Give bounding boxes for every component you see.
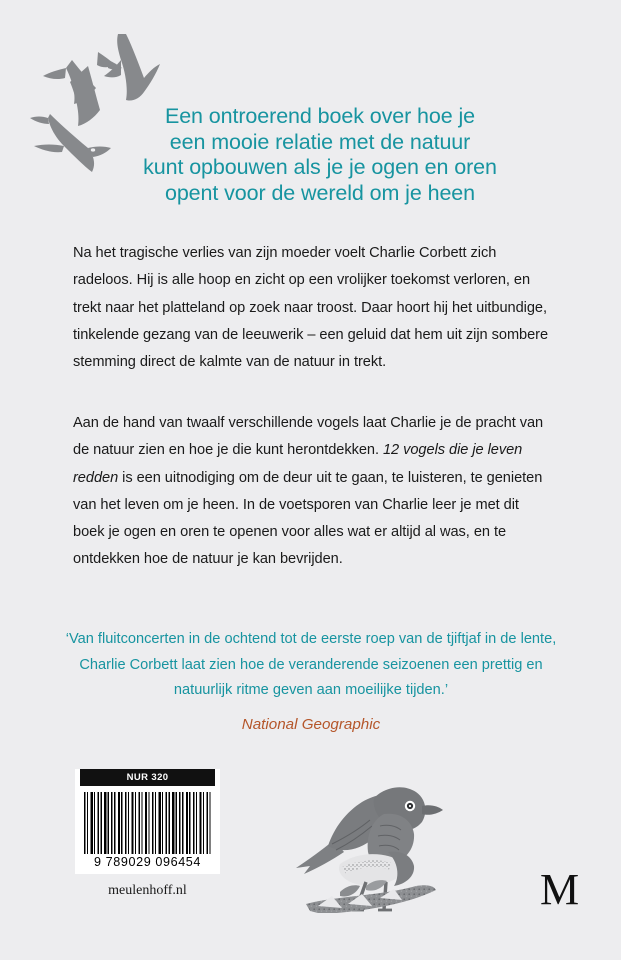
review-quote-block bbox=[63, 627, 559, 737]
review-quote-text: ‘Van fluitconcerten in de ochtend tot de eerste roep van de tjiftjaf in de lente, Charlie Corbett laat zien hoe de veranderende seizoenen een prettig en natuurlijk ritme geven aan moeilijke tijden.’ bbox=[65, 631, 557, 698]
headline-line-3: kunt opbouwen als je je ogen en oren bbox=[143, 155, 497, 179]
blurb-paragraph-2 bbox=[73, 410, 551, 574]
headline-line-2: een mooie relatie met de natuur bbox=[169, 129, 471, 154]
book-title: 12 vogels die je leven redden bbox=[73, 442, 523, 486]
headline bbox=[100, 104, 540, 206]
isbn-digits: 9 789029 096454 bbox=[93, 855, 202, 869]
barcode-block bbox=[75, 765, 220, 899]
review-quote-source: National Geographic bbox=[241, 715, 381, 733]
blurb-text-after-title: is een uitnodiging om de deur uit te gaan, te luisteren, te genieten van het leven om je heen. In de voetsporen van Charlie leer je met dit boek je ogen en oren te openen voor alles wat er altijd al was, en te ontdekken hoe de natuur je kan bevrijden. bbox=[73, 469, 543, 568]
publisher-logo-m: M bbox=[540, 865, 580, 914]
blurb-paragraph-1 bbox=[73, 240, 551, 376]
publisher-website: meulenhoff.nl bbox=[108, 883, 187, 898]
barcode-bars bbox=[84, 792, 211, 854]
headline-line-1: Een ontroerend boek over hoe je bbox=[164, 104, 476, 128]
headline-line-4: opent voor de wereld om je heen bbox=[164, 180, 476, 205]
nur-label: NUR 320 bbox=[80, 769, 215, 786]
barcode-card bbox=[75, 769, 220, 874]
robin-illustration bbox=[288, 768, 448, 913]
blurb-paragraph-2-text bbox=[73, 410, 551, 574]
blurb-paragraph-1-text: Na het tragische verlies van zijn moeder voelt Charlie Corbett zich radeloos. Hij is alle hoop en zicht op een vrolijker toekomst verloren, en trekt naar het platteland op zoek naar troost. Daar hoort hij het uitbundige, tinkelende gezang van de leeuwerik – een geluid dat hem uit zijn sombere stemming direct de kalmte van de natuur in trekt. bbox=[73, 245, 549, 371]
blurb-text-before-title: Aan de hand van twaalf verschillende vogels laat Charlie je de pracht van de natuur zien en hoe je die kunt herontdekken. bbox=[73, 415, 544, 459]
